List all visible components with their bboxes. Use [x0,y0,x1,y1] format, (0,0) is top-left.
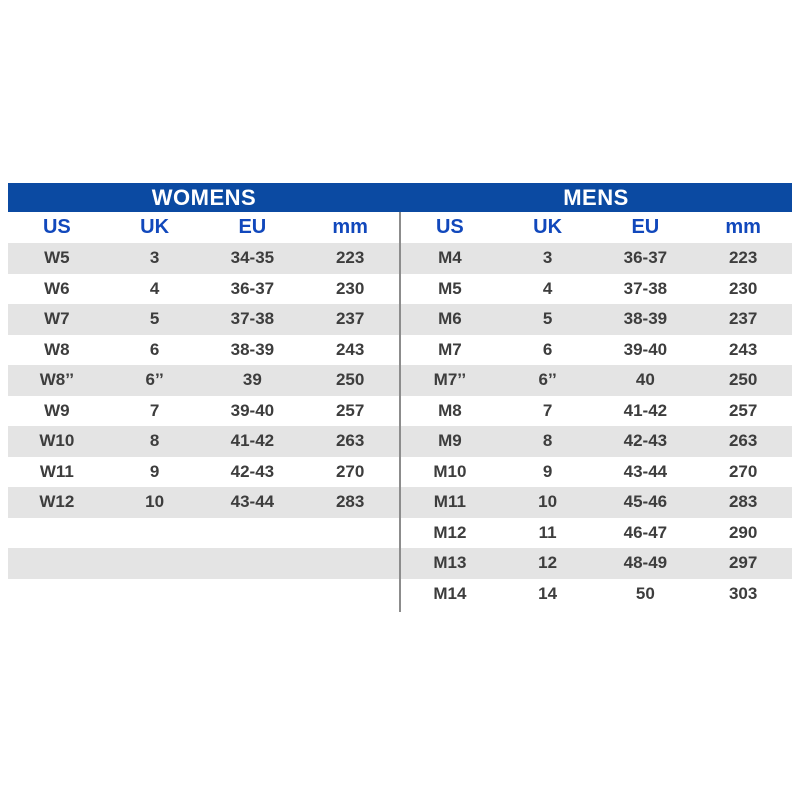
table-cell [204,518,302,549]
table-cell: 3 [542,248,553,267]
table-cell: 6’’ [145,370,164,389]
table-cell [301,548,399,579]
table-row [8,518,399,549]
table-cell: M13 [433,553,467,572]
table-cell: 43-44 [623,461,668,481]
table-row [401,518,792,549]
table-cell: 270 [335,461,365,481]
column-header-row [401,212,792,243]
table-cell: W5 [44,248,70,267]
table-row [8,304,399,335]
table-cell [106,518,204,549]
table-cell: 250 [728,370,758,389]
table-cell [204,548,302,579]
table-cell: M8 [438,400,462,420]
table-cell [106,548,204,579]
table-cell: 12 [538,553,558,572]
table-cell: 10 [145,492,165,511]
tables-container [8,212,792,609]
table-cell: M12 [433,522,467,542]
table-cell: 263 [728,431,758,450]
column-header: EU [631,216,660,238]
table-cell: W12 [39,492,75,511]
mens-table [399,212,792,612]
column-header: mm [725,216,761,238]
table-cell: 297 [728,553,758,572]
table-row [401,457,792,488]
table-cell: M7 [438,339,462,359]
table-cell [8,548,106,579]
table-row [8,579,399,610]
table-cell: 41-42 [623,400,668,420]
table-cell: 290 [728,522,758,542]
table-cell: W7 [44,309,70,328]
table-row [401,579,792,610]
table-cell: 45-46 [623,492,668,511]
table-cell: 42-43 [623,431,668,450]
table-cell: 11 [538,522,557,542]
table-cell: 7 [149,400,160,420]
column-header: UK [533,216,563,238]
table-cell: M6 [438,309,462,328]
table-cell: 243 [335,339,365,359]
shoe-size-chart [8,183,792,609]
table-cell: 243 [728,339,758,359]
column-header: EU [238,216,267,238]
table-row [8,457,399,488]
table-row [401,487,792,518]
table-cell: 237 [728,309,758,328]
table-cell: 283 [728,492,758,511]
table-cell: 6’’ [538,370,557,389]
mens-section-title: MENS [563,185,629,210]
table-row [8,243,399,274]
table-cell: 46-47 [623,522,668,542]
table-cell: 14 [538,583,558,603]
table-cell: 5 [149,309,160,328]
table-cell: 50 [635,583,655,603]
table-cell: 8 [149,431,160,450]
table-cell: 39 [242,370,262,389]
table-row [8,548,399,579]
table-cell: 4 [149,278,160,298]
table-cell: 223 [728,248,758,267]
table-cell: 230 [335,278,365,298]
table-cell: 8 [542,431,553,450]
table-cell: 36-37 [623,248,668,267]
column-header: US [42,216,71,238]
table-row [401,243,792,274]
table-cell: 257 [728,400,758,420]
table-cell: 38-39 [623,309,668,328]
column-header-row [8,212,399,243]
table-cell: 230 [728,278,758,298]
table-cell: 6 [149,339,160,359]
table-row [8,274,399,305]
table-row [8,426,399,457]
table-row [401,396,792,427]
table-row [8,365,399,396]
chart-title-bar [8,183,792,212]
table-cell: 5 [542,309,553,328]
table-cell: M7’’ [433,370,467,389]
table-cell: W6 [44,278,70,298]
womens-section-title: WOMENS [151,185,257,210]
table-cell: 7 [542,400,553,420]
table-cell: 34-35 [230,248,275,267]
table-cell: 283 [335,492,365,511]
table-cell: 48-49 [623,553,668,572]
table-cell: M9 [438,431,462,450]
table-cell: 39-40 [230,400,275,420]
table-cell: 3 [149,248,160,267]
table-cell: 38-39 [230,339,275,359]
table-cell: M5 [438,278,462,298]
table-row [401,548,792,579]
table-cell [301,518,399,549]
table-row [401,335,792,366]
table-cell: 250 [335,370,365,389]
table-cell [204,579,302,610]
table-cell: M11 [433,492,466,511]
table-row [401,426,792,457]
column-header: UK [140,216,170,238]
table-cell: 6 [542,339,553,359]
table-row [8,396,399,427]
table-row [401,365,792,396]
table-cell: 37-38 [230,309,275,328]
table-cell: 10 [538,492,558,511]
column-header: mm [332,216,368,238]
table-row [401,304,792,335]
table-cell [8,579,106,610]
table-cell: W11 [39,461,74,481]
table-cell: 9 [149,461,160,481]
table-row [401,274,792,305]
table-cell: M14 [433,583,467,603]
table-cell: 42-43 [230,461,275,481]
table-cell [106,579,204,610]
table-cell: 39-40 [623,339,668,359]
table-cell: 43-44 [230,492,275,511]
table-cell: 303 [728,583,758,603]
table-cell: 4 [542,278,553,298]
table-cell: W9 [44,400,70,420]
table-cell: 40 [635,370,655,389]
table-cell: 237 [335,309,365,328]
table-cell: 41-42 [230,431,275,450]
table-row [8,487,399,518]
womens-table [8,212,399,609]
table-cell: 257 [335,400,365,420]
table-cell: 36-37 [230,278,275,298]
table-row [8,335,399,366]
table-cell: W8 [44,339,70,359]
table-cell: 270 [728,461,758,481]
table-cell: 37-38 [623,278,668,298]
column-header: US [435,216,464,238]
table-cell: M4 [438,248,462,267]
table-cell: W8’’ [39,370,75,389]
table-cell: 263 [335,431,365,450]
table-cell: M10 [433,461,467,481]
table-cell: 9 [542,461,553,481]
table-cell [8,518,106,549]
table-cell: 223 [335,248,365,267]
table-cell [301,579,399,610]
table-cell: W10 [39,431,75,450]
